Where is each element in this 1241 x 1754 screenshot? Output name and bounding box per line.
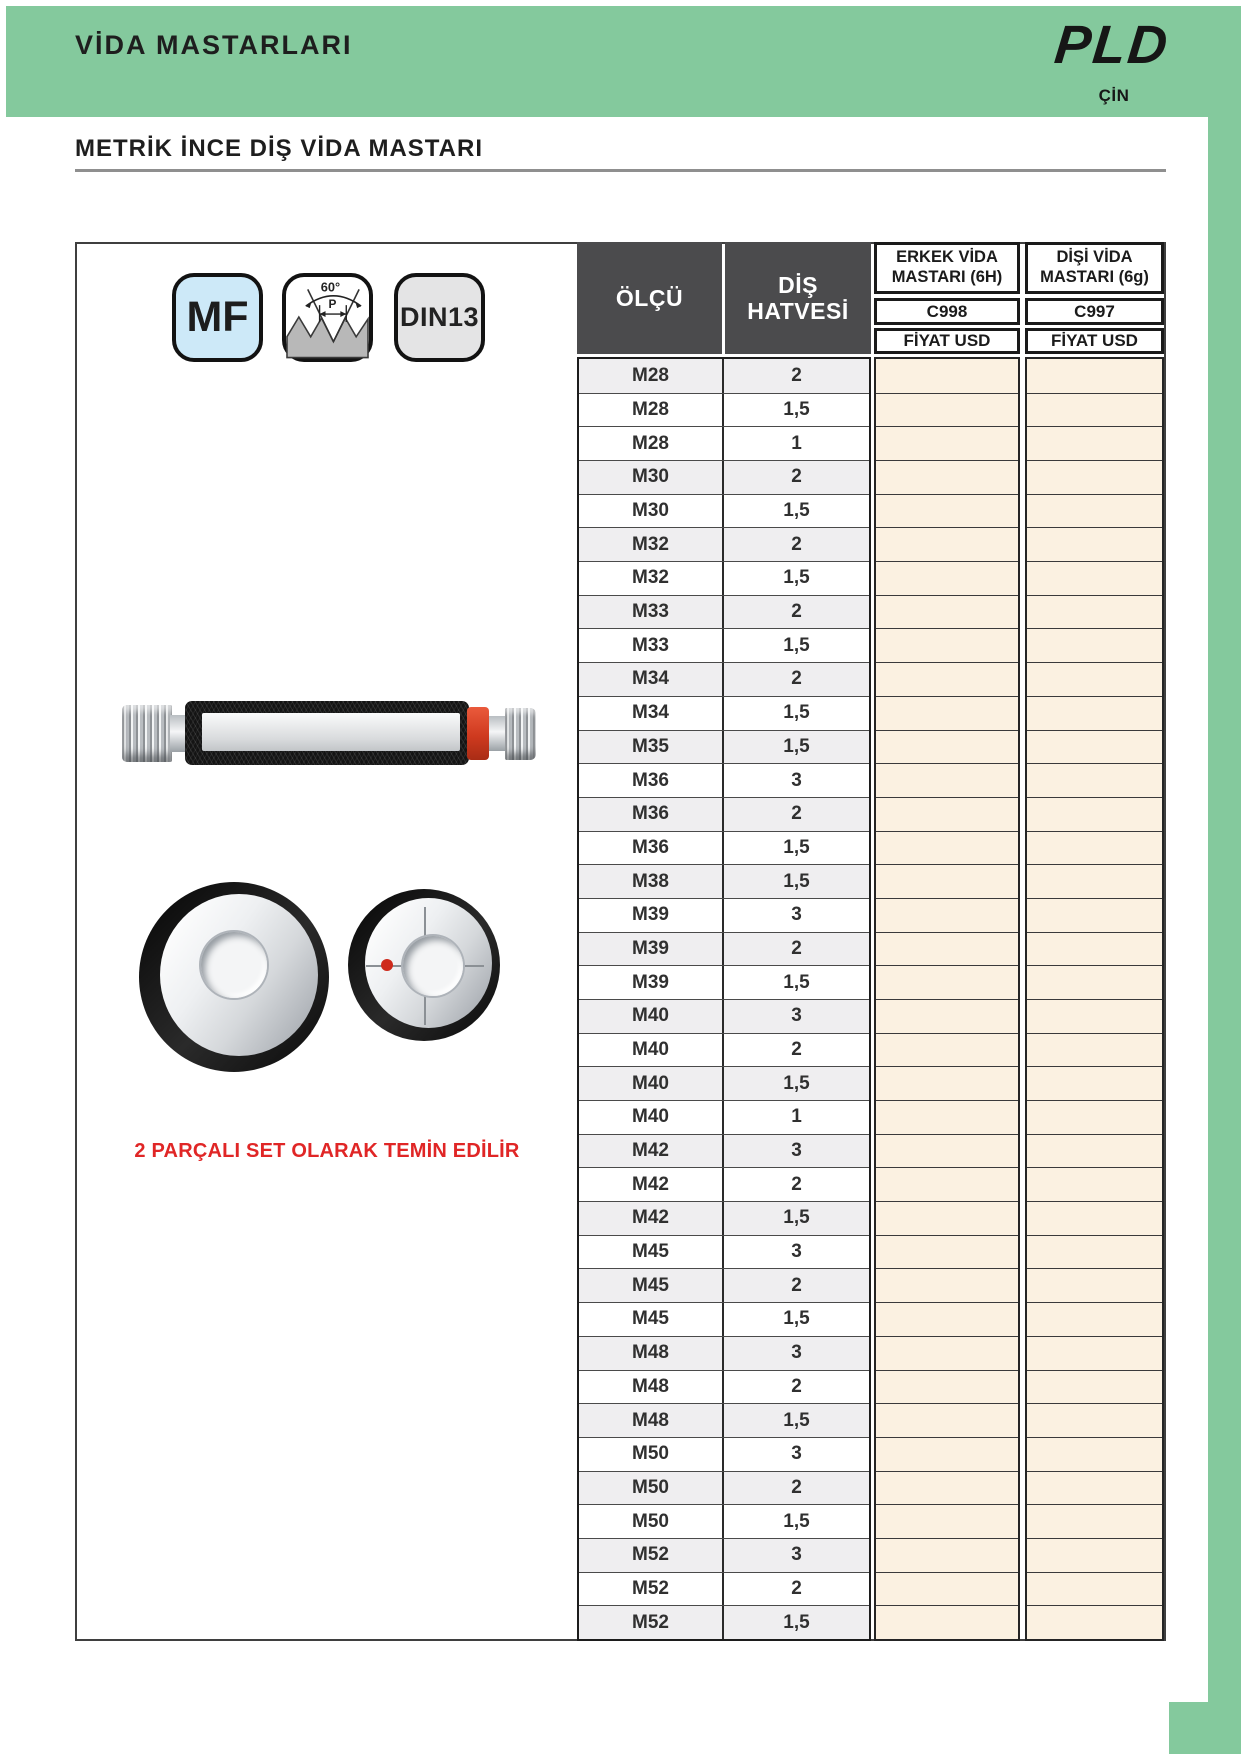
price-cell-empty <box>1027 864 1162 898</box>
pitch-cell: 2 <box>791 1476 802 1498</box>
table-row <box>579 932 869 966</box>
table-row <box>579 1066 869 1100</box>
price-cell-empty <box>1027 1066 1162 1100</box>
table-row <box>579 965 869 999</box>
price-cell-empty <box>1027 730 1162 764</box>
pitch-cell: 3 <box>791 1241 802 1263</box>
table-row <box>579 359 869 393</box>
table-row <box>579 393 869 427</box>
price-cell-empty <box>1027 1268 1162 1302</box>
price-cell-empty <box>1027 932 1162 966</box>
price-cell-empty <box>1027 999 1162 1033</box>
pitch-cell: 2 <box>791 668 802 690</box>
price-cell-empty <box>876 932 1018 966</box>
price-cell-empty <box>1027 1370 1162 1404</box>
price-cell-empty <box>876 1201 1018 1235</box>
table-row <box>579 1605 869 1639</box>
size-cell: M36 <box>579 832 724 865</box>
size-cell: M34 <box>579 663 724 696</box>
table-row <box>579 1201 869 1235</box>
column-header-pitch: DİŞ HATVESİ <box>725 242 871 354</box>
pitch-cell: 1,5 <box>783 836 810 858</box>
pitch-cell: 3 <box>791 1342 802 1364</box>
pitch-cell: 1,5 <box>783 702 810 724</box>
size-cell: M50 <box>579 1472 724 1505</box>
pitch-cell: 1 <box>791 432 802 454</box>
size-cell: M40 <box>579 1067 724 1100</box>
price-cell-empty <box>876 662 1018 696</box>
plug-gauge-label-band <box>202 713 460 751</box>
table-row <box>579 898 869 932</box>
price-cell-empty <box>1027 1201 1162 1235</box>
pitch-cell: 2 <box>791 1577 802 1599</box>
size-cell: M40 <box>579 1000 724 1033</box>
price-cell-empty <box>876 1066 1018 1100</box>
price-cell-empty <box>876 831 1018 865</box>
size-cell: M33 <box>579 596 724 629</box>
table-row <box>579 1302 869 1336</box>
price-cell-empty <box>876 1235 1018 1269</box>
price-cell-empty <box>876 1572 1018 1606</box>
size-cell: M52 <box>579 1539 724 1572</box>
size-cell: M28 <box>579 359 724 393</box>
pitch-cell: 2 <box>791 533 802 555</box>
column-header-size: ÖLÇÜ <box>577 242 722 354</box>
table-row <box>579 628 869 662</box>
price-cell-empty <box>876 864 1018 898</box>
pitch-cell: 1,5 <box>783 500 810 522</box>
table-row <box>579 864 869 898</box>
section-title: METRİK İNCE DİŞ VİDA MASTARI <box>75 135 484 162</box>
price-cell-empty <box>876 1336 1018 1370</box>
price-cell-empty <box>876 628 1018 662</box>
table-row <box>579 460 869 494</box>
size-cell: M32 <box>579 528 724 561</box>
price-table <box>577 242 1166 1641</box>
size-cell: M40 <box>579 1101 724 1134</box>
group-price-label: FİYAT USD <box>1025 328 1164 354</box>
size-cell: M48 <box>579 1371 724 1404</box>
price-cell-empty <box>876 494 1018 528</box>
price-cell-empty <box>1027 1100 1162 1134</box>
pitch-label: P <box>328 296 337 311</box>
badge-mf: MF <box>172 273 263 362</box>
size-cell: M52 <box>579 1606 724 1639</box>
size-cell: M39 <box>579 933 724 966</box>
group-code: C998 <box>874 298 1020 325</box>
size-cell: M28 <box>579 394 724 427</box>
table-row <box>579 662 869 696</box>
price-cell-empty <box>1027 898 1162 932</box>
price-cell-empty <box>876 527 1018 561</box>
table-row <box>579 797 869 831</box>
pitch-cell: 2 <box>791 1375 802 1397</box>
table-row <box>579 1033 869 1067</box>
group-title: ERKEK VİDA MASTARI (6H) <box>874 242 1020 294</box>
group-title: DİŞİ VİDA MASTARI (6g) <box>1025 242 1164 294</box>
price-cell-empty <box>876 1100 1018 1134</box>
table-row <box>579 1471 869 1505</box>
size-cell: M48 <box>579 1404 724 1437</box>
price-cell-empty <box>876 1504 1018 1538</box>
price-cell-empty <box>1027 393 1162 427</box>
price-cell-empty <box>876 763 1018 797</box>
pitch-cell: 1,5 <box>783 1409 810 1431</box>
pitch-cell: 2 <box>791 466 802 488</box>
angle-label: 60° <box>320 278 341 294</box>
pitch-cell: 2 <box>791 1173 802 1195</box>
size-cell: M48 <box>579 1337 724 1370</box>
price-cell-empty <box>1027 595 1162 629</box>
size-pitch-rows <box>577 357 871 1641</box>
price-cell-empty <box>876 898 1018 932</box>
price-cell-empty <box>1027 527 1162 561</box>
table-row <box>579 1268 869 1302</box>
plug-gauge-thread-right <box>505 708 536 760</box>
plug-gauge-thread-left <box>122 705 172 762</box>
price-cell-empty <box>1027 1504 1162 1538</box>
table-row <box>579 561 869 595</box>
size-cell: M45 <box>579 1303 724 1336</box>
ring-gauge-go <box>139 882 329 1072</box>
pitch-cell: 3 <box>791 1005 802 1027</box>
size-cell: M42 <box>579 1135 724 1168</box>
size-cell: M28 <box>579 427 724 460</box>
price-cell-empty <box>1027 1167 1162 1201</box>
price-cell-empty <box>1027 797 1162 831</box>
pitch-cell: 1,5 <box>783 567 810 589</box>
table-row <box>579 730 869 764</box>
plug-gauge-body <box>185 701 469 765</box>
column-group-female-gauge <box>1025 242 1164 354</box>
red-dot-marker <box>381 959 393 971</box>
price-cell-empty <box>876 426 1018 460</box>
page-title: VİDA MASTARLARI <box>75 30 353 60</box>
bottom-right-green-block <box>1169 1702 1241 1754</box>
size-cell: M39 <box>579 899 724 932</box>
price-cell-empty <box>1027 1134 1162 1168</box>
table-row <box>579 999 869 1033</box>
pitch-cell: 1,5 <box>783 634 810 656</box>
price-cell-empty <box>876 1134 1018 1168</box>
size-cell: M34 <box>579 697 724 730</box>
table-row <box>579 595 869 629</box>
table-row <box>579 1167 869 1201</box>
pitch-cell: 1,5 <box>783 1611 810 1633</box>
table-row <box>579 831 869 865</box>
ring-gauge-hole <box>403 936 463 996</box>
price-cell-empty <box>876 1167 1018 1201</box>
pitch-cell: 2 <box>791 1039 802 1061</box>
pitch-cell: 3 <box>791 769 802 791</box>
pitch-cell: 3 <box>791 1544 802 1566</box>
price-cell-empty <box>1027 1538 1162 1572</box>
size-cell: M35 <box>579 731 724 764</box>
size-cell: M40 <box>579 1034 724 1067</box>
table-row <box>579 1403 869 1437</box>
price-cell-empty <box>1027 561 1162 595</box>
size-cell: M45 <box>579 1236 724 1269</box>
pitch-cell: 1 <box>791 1106 802 1128</box>
price-cell-empty <box>876 730 1018 764</box>
price-cell-empty <box>876 1403 1018 1437</box>
size-cell: M42 <box>579 1168 724 1201</box>
price-cell-empty <box>876 359 1018 393</box>
price-cell-empty <box>1027 1235 1162 1269</box>
pitch-cell: 1,5 <box>783 735 810 757</box>
brand-logo: PLD <box>1051 15 1173 75</box>
price-cell-empty <box>876 1538 1018 1572</box>
brand-country-label: ÇİN <box>1098 86 1130 105</box>
pitch-cell: 3 <box>791 1140 802 1162</box>
price-cell-empty <box>876 1370 1018 1404</box>
size-cell: M52 <box>579 1573 724 1606</box>
table-row <box>579 527 869 561</box>
column-group-male-gauge <box>874 242 1020 354</box>
pitch-cell: 1,5 <box>783 399 810 421</box>
right-green-strip <box>1208 6 1241 1754</box>
price-cell-empty <box>1027 1033 1162 1067</box>
content-box <box>75 242 1166 1641</box>
table-row <box>579 763 869 797</box>
section-rule <box>75 169 1166 172</box>
price-cell-empty <box>1027 426 1162 460</box>
table-row <box>579 696 869 730</box>
price-cell-empty <box>876 393 1018 427</box>
table-row <box>579 1235 869 1269</box>
table-row <box>579 1370 869 1404</box>
size-cell: M32 <box>579 562 724 595</box>
price-cell-empty <box>1027 1605 1162 1639</box>
price-cell-empty <box>1027 359 1162 393</box>
price-cell-empty <box>1027 460 1162 494</box>
price-cell-empty <box>876 797 1018 831</box>
price-cell-empty <box>1027 1336 1162 1370</box>
badge-din13: DIN13 <box>394 273 485 362</box>
ring-gauge-nogo <box>348 889 500 1041</box>
pitch-cell: 3 <box>791 1443 802 1465</box>
price-cell-empty <box>876 1268 1018 1302</box>
pitch-cell: 1,5 <box>783 870 810 892</box>
price-cell-empty <box>1027 965 1162 999</box>
price-cell-empty <box>876 1033 1018 1067</box>
size-cell: M33 <box>579 629 724 662</box>
price-cell-empty <box>1027 494 1162 528</box>
size-cell: M42 <box>579 1202 724 1235</box>
size-cell: M30 <box>579 461 724 494</box>
price-column-female <box>1025 357 1164 1641</box>
group-price-label: FİYAT USD <box>874 328 1020 354</box>
table-row <box>579 1572 869 1606</box>
ring-gauge-hole <box>201 932 267 998</box>
price-cell-empty <box>876 595 1018 629</box>
price-cell-empty <box>876 965 1018 999</box>
table-row <box>579 1134 869 1168</box>
size-cell: M30 <box>579 495 724 528</box>
price-cell-empty <box>876 561 1018 595</box>
pitch-cell: 2 <box>791 601 802 623</box>
pitch-cell: 2 <box>791 937 802 959</box>
pitch-cell: 1,5 <box>783 1207 810 1229</box>
pitch-cell: 2 <box>791 364 802 386</box>
price-cell-empty <box>1027 831 1162 865</box>
size-cell: M36 <box>579 764 724 797</box>
table-row <box>579 426 869 460</box>
table-row <box>579 1437 869 1471</box>
price-cell-empty <box>876 1471 1018 1505</box>
price-cell-empty <box>876 696 1018 730</box>
thread-profile-icon <box>282 273 373 362</box>
size-cell: M38 <box>579 865 724 898</box>
thread-profile-drawing <box>286 277 369 359</box>
price-cell-empty <box>876 460 1018 494</box>
price-cell-empty <box>1027 662 1162 696</box>
price-cell-empty <box>1027 1302 1162 1336</box>
price-cell-empty <box>1027 1572 1162 1606</box>
price-cell-empty <box>1027 1403 1162 1437</box>
pitch-cell: 1,5 <box>783 971 810 993</box>
size-cell: M36 <box>579 798 724 831</box>
price-cell-empty <box>1027 696 1162 730</box>
price-cell-empty <box>876 1437 1018 1471</box>
price-cell-empty <box>876 999 1018 1033</box>
price-cell-empty <box>1027 1471 1162 1505</box>
set-note: 2 PARÇALI SET OLARAK TEMİN EDİLİR <box>134 1140 520 1162</box>
table-row <box>579 494 869 528</box>
price-cell-empty <box>1027 628 1162 662</box>
table-row <box>579 1100 869 1134</box>
pitch-cell: 1,5 <box>783 1308 810 1330</box>
plug-gauge-red-ring <box>467 707 489 760</box>
table-row <box>579 1336 869 1370</box>
group-code: C997 <box>1025 298 1164 325</box>
size-cell: M45 <box>579 1269 724 1302</box>
pitch-cell: 2 <box>791 803 802 825</box>
table-row <box>579 1504 869 1538</box>
price-cell-empty <box>876 1605 1018 1639</box>
table-row <box>579 1538 869 1572</box>
pitch-cell: 1,5 <box>783 1072 810 1094</box>
size-cell: M50 <box>579 1505 724 1538</box>
price-column-male <box>874 357 1020 1641</box>
pitch-cell: 3 <box>791 904 802 926</box>
price-cell-empty <box>876 1302 1018 1336</box>
price-cell-empty <box>1027 1437 1162 1471</box>
pitch-cell: 2 <box>791 1274 802 1296</box>
size-cell: M50 <box>579 1438 724 1471</box>
pitch-cell: 1,5 <box>783 1510 810 1532</box>
price-cell-empty <box>1027 763 1162 797</box>
size-cell: M39 <box>579 966 724 999</box>
